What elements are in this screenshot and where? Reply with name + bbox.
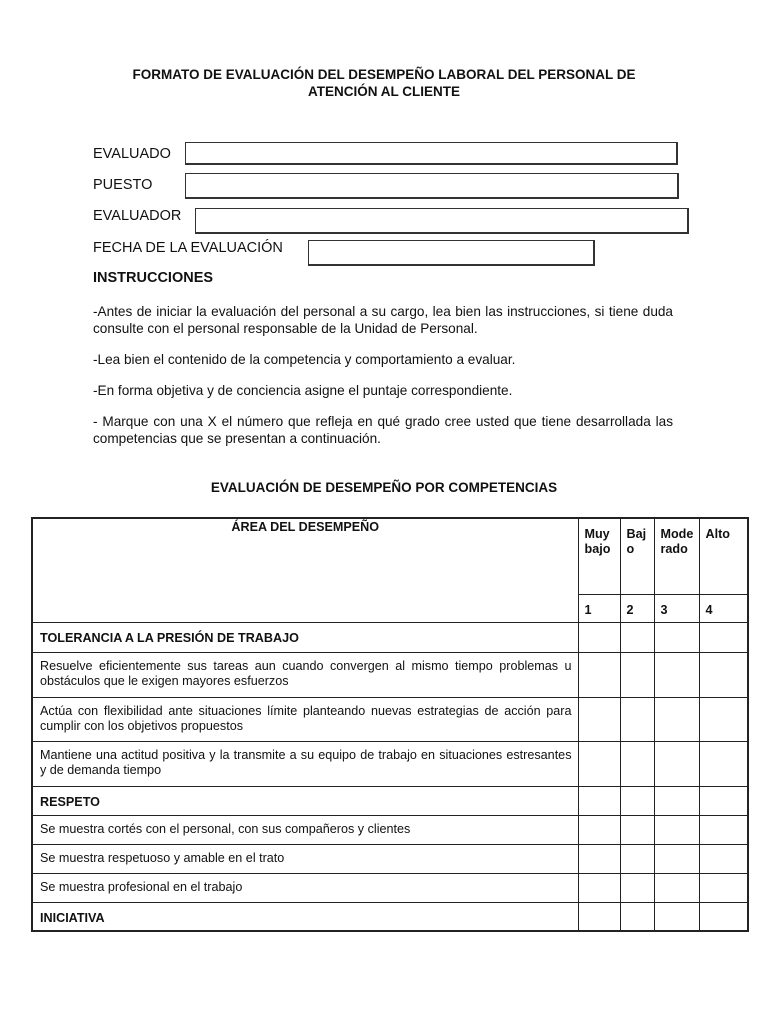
behavior-text: Se muestra cortés con el personal, con sus compañeros y clientes <box>32 815 578 844</box>
score-cell-4[interactable] <box>699 844 748 873</box>
score-cell-2[interactable] <box>620 844 654 873</box>
score-cell-3[interactable] <box>654 786 699 815</box>
score-cell-2[interactable] <box>620 815 654 844</box>
fecha-field[interactable] <box>308 240 595 266</box>
document-title <box>60 66 708 100</box>
score-cell-2[interactable] <box>620 786 654 815</box>
score-cell-3[interactable] <box>654 873 699 902</box>
evaluation-rows <box>32 622 748 931</box>
instruction-paragraph: - Marque con una X el número que refleja en qué grado cree usted que tiene desarrollada las competencias que se presentan a continuación. <box>93 414 673 446</box>
evaluador-label: EVALUADOR <box>93 208 182 224</box>
score-cell-1[interactable] <box>578 815 620 844</box>
behavior-text: Se muestra respetuoso y amable en el trato <box>32 844 578 873</box>
puesto-field[interactable] <box>185 173 679 199</box>
competency-name: RESPETO <box>32 786 578 815</box>
behavior-text: Resuelve eficientemente sus tareas aun cuando convergen al mismo tiempo problemas u obstáculos que le exigen mayores esfuerzos <box>32 652 578 697</box>
score-cell-4[interactable] <box>699 873 748 902</box>
competency-section-row <box>32 902 748 931</box>
score-cell-1[interactable] <box>578 697 620 741</box>
level-header: Bajo <box>620 518 654 594</box>
level-header-row <box>32 518 748 594</box>
instruction-paragraph: -Lea bien el contenido de la competencia y comportamiento a evaluar. <box>93 352 516 367</box>
score-cell-4[interactable] <box>699 741 748 786</box>
evaluado-label: EVALUADO <box>93 146 171 162</box>
score-cell-2[interactable] <box>620 741 654 786</box>
behavior-row <box>32 741 748 786</box>
competency-name: TOLERANCIA A LA PRESIÓN DE TRABAJO <box>32 622 578 652</box>
score-cell-2[interactable] <box>620 902 654 931</box>
instruction-paragraph: -En forma objetiva y de conciencia asigne el puntaje correspondiente. <box>93 383 513 398</box>
evaluation-table <box>31 517 749 932</box>
score-cell-3[interactable] <box>654 697 699 741</box>
instruction-paragraph: -Antes de iniciar la evaluación del personal a su cargo, lea bien las instrucciones, si tiene duda consulte con el personal responsable de la Unidad de Personal. <box>93 304 673 336</box>
score-cell-3[interactable] <box>654 844 699 873</box>
evaluation-section-title: EVALUACIÓN DE DESEMPEÑO POR COMPETENCIAS <box>210 480 558 495</box>
score-cell-2[interactable] <box>620 652 654 697</box>
score-cell-3[interactable] <box>654 815 699 844</box>
competency-section-row <box>32 786 748 815</box>
score-cell-2[interactable] <box>620 873 654 902</box>
level-number: 3 <box>654 594 699 622</box>
behavior-text: Mantiene una actitud positiva y la transmite a su equipo de trabajo en situaciones estresantes y de demanda tiempo <box>32 741 578 786</box>
behavior-text: Se muestra profesional en el trabajo <box>32 873 578 902</box>
score-cell-2[interactable] <box>620 697 654 741</box>
evaluado-field[interactable] <box>185 142 678 165</box>
level-header: Alto <box>699 518 748 594</box>
competency-section-row <box>32 622 748 652</box>
competency-name: INICIATIVA <box>32 902 578 931</box>
document-title-line-2: ATENCIÓN AL CLIENTE <box>307 84 460 99</box>
score-cell-1[interactable] <box>578 622 620 652</box>
level-header: Moderado <box>654 518 699 594</box>
score-cell-4[interactable] <box>699 652 748 697</box>
behavior-row <box>32 815 748 844</box>
behavior-row <box>32 652 748 697</box>
score-cell-1[interactable] <box>578 741 620 786</box>
score-cell-4[interactable] <box>699 622 748 652</box>
behavior-row <box>32 873 748 902</box>
behavior-text: Actúa con flexibilidad ante situaciones límite planteando nuevas estrategias de acción para cumplir con los objetivos propuestos <box>32 697 578 741</box>
score-cell-3[interactable] <box>654 622 699 652</box>
score-cell-3[interactable] <box>654 652 699 697</box>
score-cell-1[interactable] <box>578 873 620 902</box>
evaluador-field[interactable] <box>195 208 689 234</box>
score-cell-1[interactable] <box>578 786 620 815</box>
document-title-line-1: FORMATO DE EVALUACIÓN DEL DESEMPEÑO LABORAL DEL PERSONAL DE <box>132 67 636 82</box>
score-cell-4[interactable] <box>699 815 748 844</box>
behavior-row <box>32 844 748 873</box>
score-cell-4[interactable] <box>699 902 748 931</box>
score-cell-1[interactable] <box>578 902 620 931</box>
score-cell-4[interactable] <box>699 697 748 741</box>
score-cell-4[interactable] <box>699 786 748 815</box>
score-cell-3[interactable] <box>654 902 699 931</box>
level-number: 4 <box>699 594 748 622</box>
behavior-row <box>32 697 748 741</box>
level-number: 1 <box>578 594 620 622</box>
score-cell-3[interactable] <box>654 741 699 786</box>
instructions-heading: INSTRUCCIONES <box>93 270 214 286</box>
puesto-label: PUESTO <box>93 177 153 193</box>
level-number: 2 <box>620 594 654 622</box>
score-cell-1[interactable] <box>578 844 620 873</box>
score-cell-1[interactable] <box>578 652 620 697</box>
level-header: Muy bajo <box>578 518 620 594</box>
fecha-label: FECHA DE LA EVALUACIÓN <box>93 240 283 256</box>
area-header: ÁREA DEL DESEMPEÑO <box>32 518 578 622</box>
score-cell-2[interactable] <box>620 622 654 652</box>
